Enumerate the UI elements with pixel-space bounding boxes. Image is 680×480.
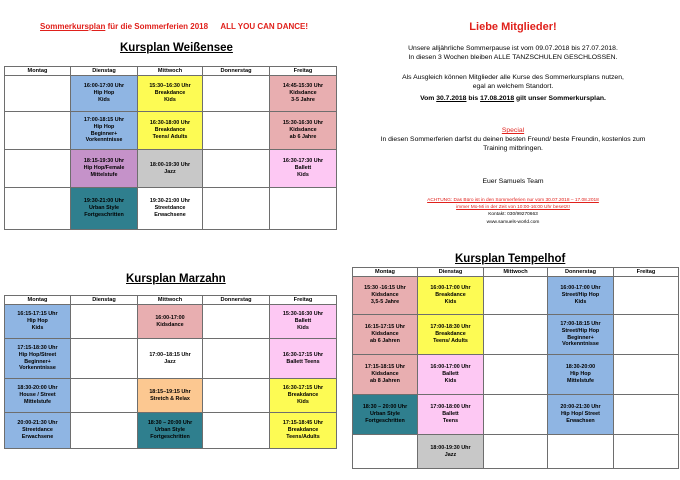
day-header: Donnerstag (203, 67, 270, 76)
marzahn-schedule (4, 295, 337, 449)
course-cell: 16:15-17:15 Uhr Hip Hop Kids (5, 305, 71, 339)
notice-summer-break: Unsere alljährliche Sommerpause ist vom 09.07.2018 bis 27.07.2018. In diesen 3 Wochen bleiben ALLE TANZSCHULEN GESCHLOSSEN. (408, 45, 618, 62)
course-cell: 18:30 – 20:00 Uhr Urban Style Fortgeschritten (353, 395, 418, 435)
course-cell: 16:30-17:15 Uhr Breakdance Kids (270, 379, 337, 413)
document-header (40, 22, 308, 31)
course-cell: 15:30 -16:15 Uhr Kidsdance 3,5-5 Jahre (353, 277, 418, 315)
course-cell: 18:00-19:30 Uhr Jazz (418, 435, 484, 469)
day-header: Freitag (614, 268, 679, 277)
day-header: Montag (5, 296, 71, 305)
day-header: Mittwoch (138, 67, 203, 76)
weissensee-title: Kursplan Weißensee (120, 42, 233, 54)
course-cell: 18:30 – 20:00 Uhr Urban Style Fortgeschritten (138, 413, 203, 449)
day-header: Donnerstag (548, 268, 614, 277)
course-cell: 17:00–18:15 Uhr Jazz (138, 339, 203, 379)
header-title: Sommerkursplan (40, 22, 106, 31)
course-cell: 19:30-21:00 Uhr Urban Style Fortgeschritten (71, 188, 138, 230)
notice-validity: Vom 30.7.2018 bis 17.08.2018 gilt unser Sommerkursplan. (420, 95, 606, 102)
office-warning-2: immer Mo-Mi in der Zeit von 10:00-16:00 Uhr besetzt! (456, 205, 570, 211)
contact-phone: Kontakt: 030/99270663 (488, 212, 538, 218)
day-header: Freitag (270, 67, 337, 76)
course-cell: 16:00-17:00 Uhr Street/Hip Hop Kids (548, 277, 614, 315)
course-cell: 14:45-15:30 Uhr Kidsdance 3-5 Jahre (270, 76, 337, 112)
day-header: Montag (353, 268, 418, 277)
course-cell: 17:00-18:00 Uhr Ballett Teens (418, 395, 484, 435)
day-header: Mittwoch (138, 296, 203, 305)
header-slogan: ALL YOU CAN DANCE! (220, 22, 309, 31)
course-cell: 16:00-17:00 Kidsdance (138, 305, 203, 339)
course-cell: 17:15-18:45 Uhr Breakdance Teens/Adults (270, 413, 337, 449)
course-cell: 18:15–19:15 Uhr Stretch & Relax (138, 379, 203, 413)
course-cell: 18:30-20:00 Hip Hop Mittelstufe (548, 355, 614, 395)
special-text: In diesen Sommerferien darfst du deinen besten Freund/ beste Freundin, kostenlos zum Training mitbringen. (380, 136, 646, 153)
day-header: Dienstag (71, 296, 138, 305)
special-heading: Special (501, 127, 525, 134)
course-cell: 17:15-18:15 Uhr Kidsdance ab 8 Jahren (353, 355, 418, 395)
tempelhof-schedule (352, 267, 679, 469)
course-cell: 18:30-20:00 Uhr House / Street Mittelstufe (5, 379, 71, 413)
course-cell: 16:00-17:00 Uhr Ballett Kids (418, 355, 484, 395)
course-cell: 18:15-19:30 Uhr Hip Hop/Female Mittelstufe (71, 150, 138, 188)
office-info (348, 197, 678, 226)
course-cell: 16:30-17:15 Uhr Ballett Teens (270, 339, 337, 379)
course-cell: 17:00-18:15 Uhr Street/Hip Hop Beginner+ Vorkenntnisse (548, 315, 614, 355)
course-cell: 20:00-21:30 Uhr Streetdance Erwachsene (5, 413, 71, 449)
course-cell: 16:00-17:00 Uhr Hip Hop Kids (71, 76, 138, 112)
course-cell: 17:00-18:15 Uhr Hip Hop Beginner+ Vorkenntnisse (71, 112, 138, 150)
course-cell: 15:30–16:30 Uhr Breakdance Kids (138, 76, 203, 112)
course-cell: 16:30-17:30 Uhr Ballett Kids (270, 150, 337, 188)
notice-heading: Liebe Mitglieder! (469, 21, 557, 33)
weissensee-schedule (4, 66, 337, 230)
course-cell: 20:00-21:30 Uhr Hip Hop/ Street Erwachsen (548, 395, 614, 435)
day-header: Freitag (270, 296, 337, 305)
course-cell: 15:30-16:30 Uhr Kidsdance ab 6 Jahre (270, 112, 337, 150)
day-header: Dienstag (71, 67, 138, 76)
course-cell: 16:00-17:00 Uhr Breakdance Kids (418, 277, 484, 315)
day-header: Dienstag (418, 268, 484, 277)
website-link[interactable]: www.samuels-world.com (486, 219, 540, 225)
office-warning-1: ACHTUNG: Das Büro ist in den Sommerferien nur vom 30.07.2018 – 17.08.2018 (427, 198, 599, 203)
course-cell: 16:30-18:00 Uhr Breakdance Teens/ Adults (138, 112, 203, 150)
course-cell: 17:15-18:30 Uhr Hip Hop/Street Beginner+ Vorkenntnisse (5, 339, 71, 379)
day-header: Mittwoch (484, 268, 548, 277)
course-cell: 15:30-16:30 Uhr Ballett Kids (270, 305, 337, 339)
marzahn-title: Kursplan Marzahn (126, 273, 226, 285)
team-signature: Euer Samuels Team (482, 178, 544, 185)
course-cell: 16:15-17:15 Uhr Kidsdance ab 6 Jahren (353, 315, 418, 355)
course-cell: 19:30-21:00 Uhr Streetdance Erwachsene (138, 188, 203, 230)
tempelhof-title: Kursplan Tempelhof (455, 253, 566, 265)
day-header: Montag (5, 67, 71, 76)
notice-compensation: Als Ausgleich können Mitglieder alle Kurse des Sommerkursplans nutzen, egal an welchem Standort. (402, 74, 624, 91)
course-cell: 18:00-19:30 Uhr Jazz (138, 150, 203, 188)
course-cell: 17:00-18:30 Uhr Breakdance Teens/ Adults (418, 315, 484, 355)
header-subtitle: für die Sommerferien 2018 (107, 22, 209, 31)
day-header: Donnerstag (203, 296, 270, 305)
